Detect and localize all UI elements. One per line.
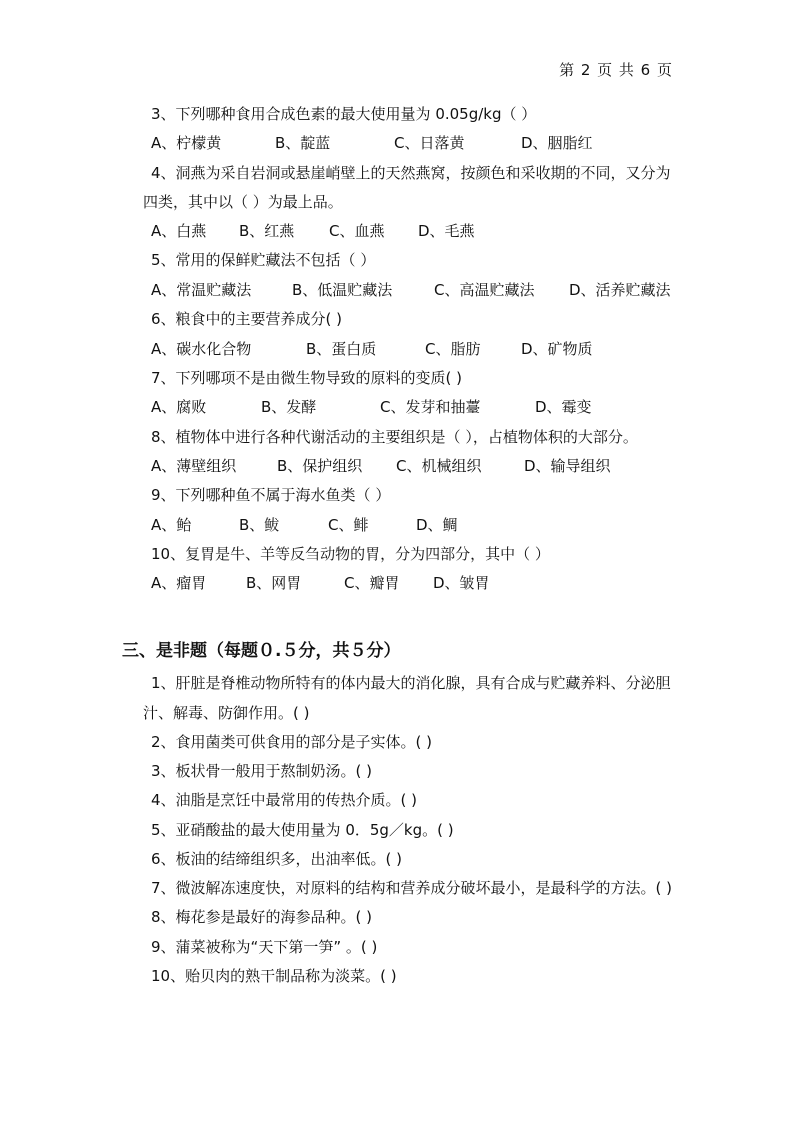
option-a: A、柠檬黄 <box>151 134 222 152</box>
option-c: C、瓣胃 <box>344 574 400 592</box>
option-b: B、保护组织 <box>277 457 363 475</box>
tf-item-1: 1、肝脏是脊椎动物所特有的体内最大的消化腺，具有合成与贮藏养料、分泌胆 <box>151 674 671 692</box>
tf-item-5: 5、亚硝酸盐的最大使用量为 0．5g／kg。( ) <box>151 821 454 839</box>
option-c: C、鲱 <box>328 516 369 534</box>
tf-item-10: 10、贻贝肉的熟干制品称为淡菜。( ) <box>151 967 397 985</box>
question-7: 7、下列哪项不是由微生物导致的原料的变质( ) <box>151 369 463 387</box>
option-b: B、蛋白质 <box>306 340 377 358</box>
option-c: C、高温贮藏法 <box>434 281 535 299</box>
option-b: B、发酵 <box>261 398 317 416</box>
question-4-continued: 四类，其中以（ ）为最上品。 <box>143 193 343 211</box>
option-a: A、常温贮藏法 <box>151 281 252 299</box>
option-b: B、低温贮藏法 <box>292 281 393 299</box>
option-d: D、胭脂红 <box>521 134 593 152</box>
section-title-true-false: 三、是非题（每题０.５分，共５分） <box>122 641 401 661</box>
option-a: A、薄壁组织 <box>151 457 237 475</box>
option-d: D、输导组织 <box>524 457 611 475</box>
option-c: C、机械组织 <box>396 457 482 475</box>
option-c: C、日落黄 <box>394 134 465 152</box>
tf-item-9: 9、蒲菜被称为“天下第一笋” 。( ) <box>151 938 378 956</box>
question-3: 3、下列哪种食用合成色素的最大使用量为 0.05g/kg（ ） <box>151 105 537 123</box>
option-d: D、霉变 <box>535 398 592 416</box>
option-d: D、皱胃 <box>433 574 490 592</box>
question-10: 10、复胃是牛、羊等反刍动物的胃，分为四部分，其中（ ） <box>151 545 550 563</box>
option-a: A、瘤胃 <box>151 574 207 592</box>
tf-item-7: 7、微波解冻速度快，对原料的结构和营养成分破坏最小，是最科学的方法。( ) <box>151 879 673 897</box>
question-6: 6、粮食中的主要营养成分( ) <box>151 310 343 328</box>
option-c: C、血燕 <box>329 222 385 240</box>
tf-item-1-continued: 汁、解毒、防御作用。( ) <box>143 704 310 722</box>
page-indicator: 第 2 页 共 6 页 <box>559 61 673 79</box>
question-4: 4、洞燕为采自岩洞或悬崖峭壁上的天然燕窝，按颜色和采收期的不同，又分为 <box>151 164 671 182</box>
option-d: D、活养贮藏法 <box>569 281 671 299</box>
option-b: B、网胃 <box>246 574 302 592</box>
option-a: A、白燕 <box>151 222 207 240</box>
option-b: B、靛蓝 <box>275 134 331 152</box>
option-d: D、矿物质 <box>521 340 593 358</box>
option-a: A、碳水化合物 <box>151 340 252 358</box>
option-c: C、脂肪 <box>425 340 481 358</box>
option-c: C、发芽和抽薹 <box>380 398 481 416</box>
option-a: A、鲐 <box>151 516 192 534</box>
question-8: 8、植物体中进行各种代谢活动的主要组织是（ ），占植物体积的大部分。 <box>151 428 638 446</box>
tf-item-3: 3、板状骨一般用于熬制奶汤。( ) <box>151 762 373 780</box>
option-d: D、毛燕 <box>418 222 475 240</box>
option-a: A、腐败 <box>151 398 207 416</box>
question-5: 5、常用的保鲜贮藏法不包括（ ） <box>151 251 376 269</box>
tf-item-2: 2、食用菌类可供食用的部分是子实体。( ) <box>151 733 433 751</box>
option-b: B、鲅 <box>239 516 280 534</box>
tf-item-8: 8、梅花参是最好的海参品种。( ) <box>151 908 373 926</box>
question-9: 9、下列哪种鱼不属于海水鱼类（ ） <box>151 486 391 504</box>
tf-item-6: 6、板油的结缔组织多，出油率低。( ) <box>151 850 403 868</box>
option-b: B、红燕 <box>239 222 295 240</box>
option-d: D、鲷 <box>416 516 458 534</box>
tf-item-4: 4、油脂是烹饪中最常用的传热介质。( ) <box>151 791 418 809</box>
